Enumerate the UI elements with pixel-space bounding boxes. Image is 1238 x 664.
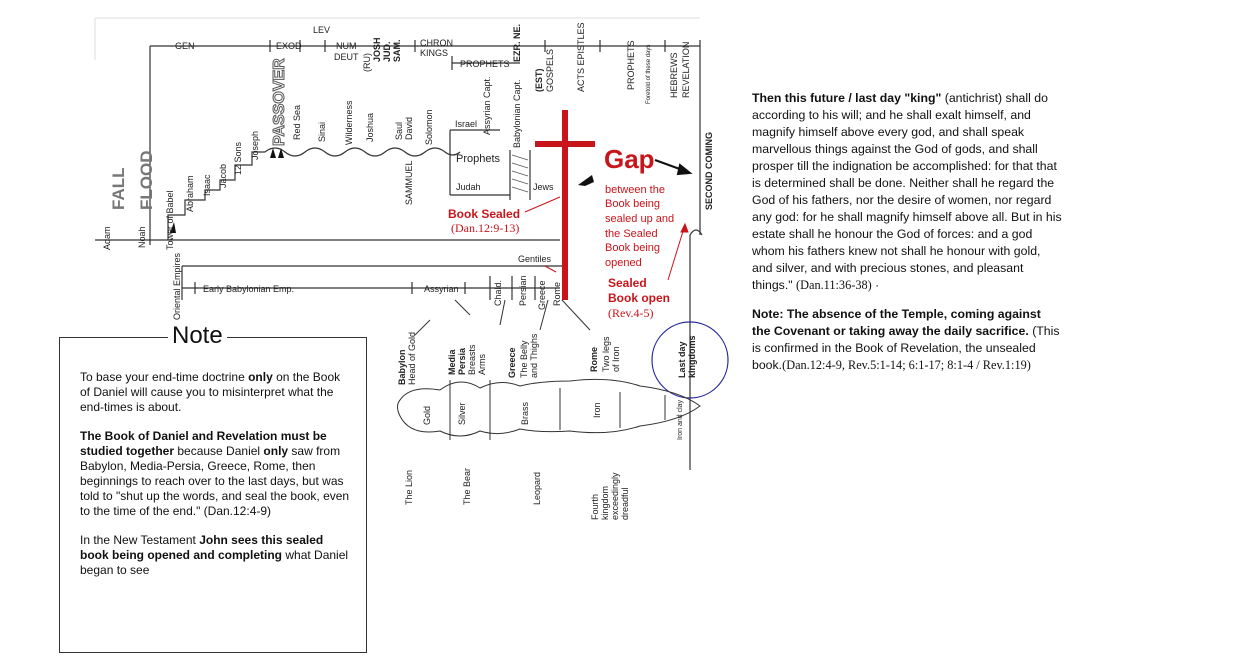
- gap-desc-line4: the Sealed: [605, 228, 658, 240]
- right-paragraph-2: [752, 306, 1062, 374]
- book-prophets: PROPHETS: [460, 59, 510, 69]
- note-p2-d: saw from Babylon, Media-Persia, Greece, Rome, then beginnings to reach over to the last days, but was told to "shut up the words, and seal the book, even to the time of the end." (Dan.12:4-9): [80, 444, 350, 518]
- kingdom-label: kingdom: [600, 485, 610, 520]
- book-chron: CHRON: [420, 38, 453, 48]
- iron-label: Iron: [592, 402, 602, 418]
- book-kings: KINGS: [420, 48, 449, 58]
- red-cross-gap-marker: [535, 110, 595, 300]
- right-p2-ref: (Dan.12:4-9, Rev.5:1-14; 6:1-17; 8:1-4 / Rev.1:19): [782, 358, 1031, 372]
- book-jud: JUD.: [382, 41, 392, 62]
- thighs-label: and Thighs: [529, 333, 539, 378]
- note-p1-b: only: [248, 370, 273, 384]
- sinai-label: Sinai: [317, 121, 327, 142]
- book-sealed-label: Book Sealed: [448, 207, 521, 221]
- prophets-mid-label: Prophets: [456, 153, 501, 165]
- belly-label: The Belly: [519, 340, 529, 378]
- empires-timeline: [182, 266, 562, 300]
- iron-clay-label: Iron and clay: [677, 399, 684, 440]
- statue-figure: [398, 300, 701, 440]
- kingdoms-label: kingdoms: [687, 335, 697, 378]
- gap-desc-line3: sealed up and: [605, 213, 675, 225]
- fall-label: FALL: [109, 167, 128, 210]
- book-revelation: REVELATION: [681, 41, 691, 98]
- joshua-label: Joshua: [365, 112, 375, 142]
- book-josh: JOSH: [372, 37, 382, 62]
- of-iron-label: of Iron: [611, 346, 621, 372]
- lion-label: The Lion: [404, 469, 414, 505]
- isaac-label: Isaac: [202, 174, 212, 196]
- bear-label: The Bear: [462, 467, 472, 505]
- breasts-label: Breasts: [467, 344, 477, 375]
- leopard-label: Leopard: [532, 471, 542, 505]
- brass-label: Brass: [520, 401, 530, 425]
- note-p3-a: In the New Testament: [80, 533, 200, 547]
- right-paragraph-1: [752, 90, 1062, 294]
- book-ru: (RU): [362, 53, 372, 72]
- second-coming-label: SECOND COMING: [704, 131, 714, 210]
- gentiles-label: Gentiles: [518, 254, 552, 264]
- jacob-label: Jacob: [218, 163, 228, 188]
- book-gen: GEN: [175, 41, 195, 51]
- rome-label: Rome: [589, 346, 599, 372]
- foretold-label: Foretold of these days: [646, 44, 652, 104]
- note-p3-b: John sees this sealed book being opened and completing: [80, 533, 324, 562]
- right-commentary: [752, 90, 1062, 386]
- book-num: NUM: [336, 41, 357, 51]
- gap-desc-line2: Book being: [605, 198, 661, 210]
- book-ezr-ne: EZR. NE.: [512, 23, 522, 62]
- note-p2-c: only: [263, 444, 289, 458]
- book-hebrews: HEBREWS: [669, 52, 679, 98]
- note-title: Note: [168, 322, 227, 350]
- early-babylonian-label: Early Babylonian Emp.: [203, 284, 295, 294]
- last-day-label: Last day: [677, 341, 687, 378]
- sons-label: 12 Sons: [233, 141, 243, 175]
- gap-desc-line6: opened: [605, 257, 642, 269]
- media-label: Media: [447, 349, 457, 375]
- note-p1-c: on the Book of Daniel will cause you to misinterpret what the end-times is about.: [80, 370, 341, 414]
- note-p1-a: To base your end-time doctrine: [80, 370, 249, 384]
- right-p2-a: Note: The absence of the Temple, coming against the Covenant or taking away the daily sacrifice.: [752, 307, 1041, 338]
- book-est: (EST): [534, 68, 544, 92]
- book-sealed-ref: (Dan.12:9-13): [451, 221, 520, 235]
- gap-label: Gap: [604, 144, 655, 174]
- solomon-label: Solomon: [424, 109, 434, 145]
- passover-label: PASSOVER: [271, 58, 288, 146]
- gap-desc-line1: between the: [605, 184, 665, 196]
- two-legs-label: Two legs: [601, 336, 611, 372]
- book-josh-jud-sam: [372, 37, 402, 62]
- red-sea-label: Red Sea: [292, 104, 302, 140]
- sealed-open-line2: Book open: [608, 291, 670, 305]
- dreadful-label: dreadful: [620, 487, 630, 520]
- passover-marker-2: [278, 148, 284, 158]
- babylon-label: Babylon: [397, 349, 407, 385]
- book-acts-epistles: ACTS EPISTLES: [576, 22, 586, 92]
- israel-label: Israel: [455, 119, 478, 129]
- note-paragraph-2: [80, 429, 350, 519]
- right-p1-b: (antichrist) shall do according to his will; and he shall exalt himself, and magnify himself above every god, and shall speak marvellous things against the God of gods, and shall prosper till the indignation be accomplished: for that that is determined shall be done. Neither shall he regard the God of his fathers, nor the desire of women, nor regard any god: for he shall magnify himself above all. But in his estate shall he honour the God of forces: and a god whom his fathers knew not shall he honour with gold, and silver, and with precious stones, and pleasant things.": [752, 91, 1062, 292]
- fourth-label: Fourth: [590, 493, 600, 520]
- note-paragraph-1: [80, 370, 350, 415]
- assyrian-capt-label: Assyrian Capt.: [482, 76, 492, 135]
- note-p3-c: what Daniel began to see: [80, 548, 349, 577]
- silver-label: Silver: [457, 402, 467, 425]
- saul-label: Saul: [394, 121, 404, 140]
- note-body: [80, 370, 350, 592]
- book-gospels: GOSPELS: [545, 48, 555, 92]
- right-p1-ref: (Dan.11:36-38): [796, 278, 872, 292]
- note-p2-a: The Book of Daniel and Revelation must be studied together: [80, 429, 327, 458]
- gap-description: [605, 184, 674, 269]
- book-exod: EXOD: [276, 41, 302, 51]
- greece-label: Greece: [507, 347, 517, 378]
- right-p1-dot: ·: [871, 278, 880, 292]
- passover-marker-1: [270, 148, 276, 158]
- david-label: David: [404, 116, 414, 140]
- persia-label: Persia: [457, 347, 467, 375]
- arms-label: Arms: [477, 354, 487, 375]
- rome-empire-label: Rome: [552, 281, 562, 306]
- joseph-label: Joseph: [250, 130, 260, 160]
- book-prophets-future: PROPHETS: [626, 40, 636, 90]
- right-p2-b: (This is confirmed in the Book of Revelation, the unsealed book.: [752, 324, 1060, 372]
- gold-label: Gold: [422, 405, 432, 425]
- babylonian-capt-label: Babylonian Capt.: [512, 79, 522, 148]
- sealed-open-ref: (Rev.4-5): [608, 306, 654, 320]
- wilderness-label: Wilderness: [344, 100, 354, 145]
- note-paragraph-3: [80, 533, 350, 578]
- book-lev: LEV: [313, 25, 331, 35]
- book-sam: SAM.: [392, 39, 402, 62]
- babel-label: Tower of Babel: [165, 190, 175, 250]
- babylonian-captivity-hatch: [512, 155, 528, 192]
- sealed-open-line1: Sealed: [608, 276, 647, 290]
- gap-desc-line5: Book being: [605, 242, 661, 254]
- oriental-empires-label: Oriental Empires: [172, 252, 182, 320]
- greece-empire-label: Greece: [537, 280, 547, 310]
- book-deut: DEUT: [334, 52, 359, 62]
- adam-label: Adam: [102, 226, 112, 250]
- judah-label: Judah: [456, 182, 481, 192]
- flood-label: FLOOD: [137, 150, 156, 210]
- exceedingly-label: exceedingly: [610, 472, 620, 520]
- abraham-label: Abraham: [185, 175, 195, 212]
- persian-label: Persian: [518, 275, 528, 306]
- assyrian-label: Assyrian: [424, 284, 459, 294]
- noah-label: Noah: [137, 226, 147, 248]
- head-of-gold-label: Head of Gold: [407, 331, 417, 385]
- samuel-label: SAMMUEL: [404, 160, 414, 205]
- jews-label: Jews: [533, 182, 554, 192]
- chald-label: Chald.: [493, 279, 503, 306]
- right-p1-a: Then this future / last day "king": [752, 91, 942, 105]
- note-p2-b: because Daniel: [174, 444, 264, 458]
